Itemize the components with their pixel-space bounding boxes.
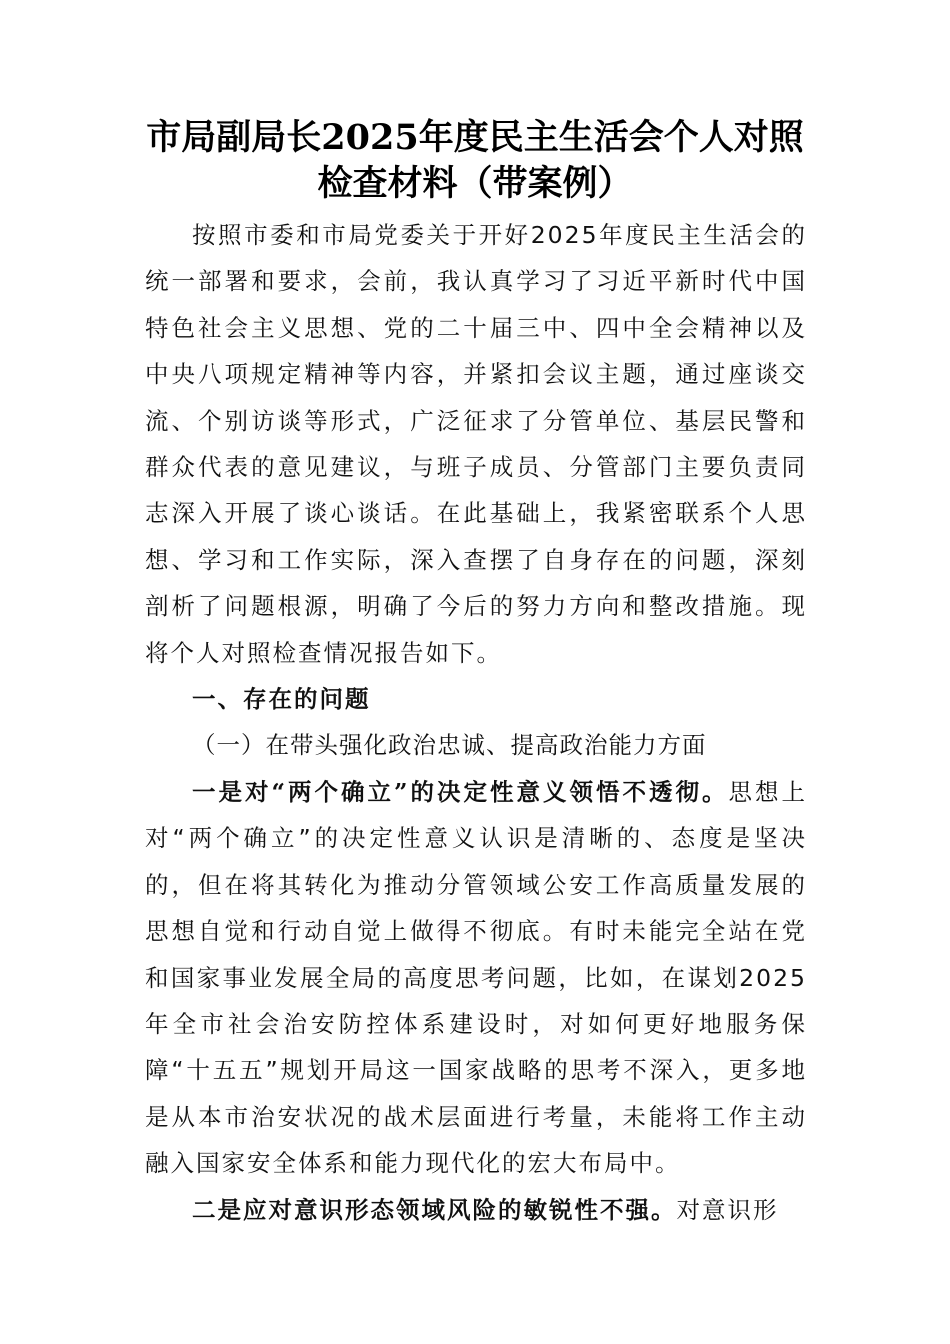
point-2-text: 对意识形 (676, 1195, 779, 1224)
point-1-lead: 一是对“两个确立”的决定性意义领悟不透彻。 (192, 777, 729, 806)
subsection-1-heading: （一）在带头强化政治忠诚、提高政治能力方面 (192, 731, 707, 760)
document-title-line-2: 检查材料（带案例） (317, 163, 633, 204)
document-title-line-1: 市局副局长2025年度民主生活会个人对照 (146, 117, 804, 158)
point-2-lead: 二是应对意识形态领域风险的敏锐性不强。 (192, 1195, 677, 1224)
document-body (145, 212, 807, 1233)
point-1-text: 思想上对“两个确立”的决定性意义认识是清晰的、态度是坚决的，但在将其转化为推动分管领域公安工作高质量发展的思想自觉和行动自觉上做得不彻底。有时未能完全站在党和国家事业发展全局的高度思考问题，比如，在谋划2025年全市社会治安防控体系建设时，对如何更好地服务保障“十五五”规划开局这一国家战略的思考不深入，更多地是从本市治安状况的战术层面进行考量，未能将工作主动融入国家安全体系和能力现代化的宏大布局中。 (145, 777, 807, 1178)
point-1-paragraph (145, 769, 807, 1187)
point-2-paragraph (145, 1187, 807, 1233)
intro-paragraph: 按照市委和市局党委关于开好2025年度民主生活会的统一部署和要求，会前，我认真学习了习近平新时代中国特色社会主义思想、党的二十届三中、四中全会精神以及中央八项规定精神等内容，并紧扣会议主题，通过座谈交流、个别访谈等形式，广泛征求了分管单位、基层民警和群众代表的意见建议，与班子成员、分管部门主要负责同志深入开展了谈心谈话。在此基础上，我紧密联系个人思想、学习和工作实际，深入查摆了自身存在的问题，深刻剖析了问题根源，明确了今后的努力方向和整改措施。现将个人对照检查情况报告如下。 (145, 221, 807, 667)
section-1-heading: 一、存在的问题 (192, 685, 371, 714)
